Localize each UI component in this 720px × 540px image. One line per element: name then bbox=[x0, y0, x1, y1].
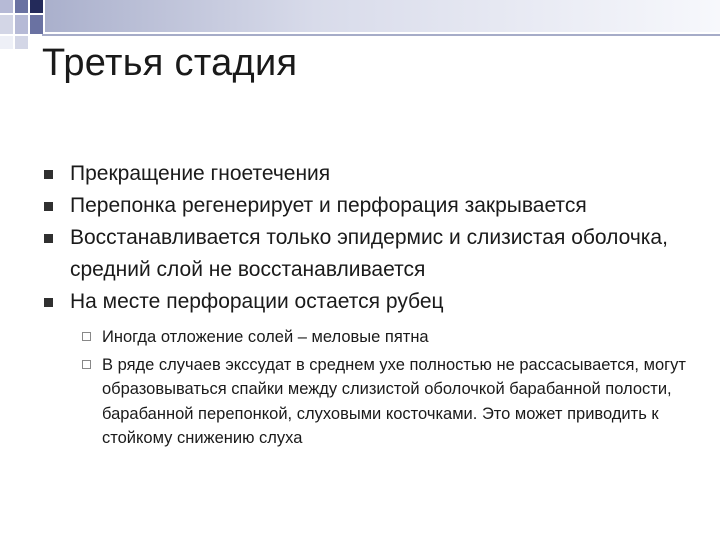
bullet-text: На месте перфорации остается рубец bbox=[70, 290, 444, 313]
bullet-item bbox=[44, 158, 694, 190]
deco-square-1 bbox=[0, 0, 13, 13]
deco-square-3 bbox=[30, 0, 43, 13]
deco-top-band bbox=[45, 0, 720, 32]
sub-bullet-item bbox=[68, 353, 694, 451]
bullet-item bbox=[44, 222, 694, 286]
deco-square-8 bbox=[15, 36, 28, 49]
sub-bullet-item bbox=[68, 325, 694, 350]
bullet-text: Восстанавливается только эпидермис и слизистая оболочка, средний слой не восстанавливается bbox=[70, 226, 668, 281]
square-bullet-icon bbox=[44, 234, 53, 243]
bullet-list bbox=[44, 158, 694, 451]
hollow-square-bullet-icon bbox=[82, 332, 91, 341]
header-rule bbox=[42, 34, 720, 36]
square-bullet-icon bbox=[44, 202, 53, 211]
deco-square-4 bbox=[0, 15, 13, 34]
bullet-text: Прекращение гноетечения bbox=[70, 162, 331, 185]
square-bullet-icon bbox=[44, 170, 53, 179]
bullet-item bbox=[44, 190, 694, 222]
bullet-text: Перепонка регенерирует и перфорация закрывается bbox=[70, 194, 587, 217]
deco-square-5 bbox=[15, 15, 28, 34]
deco-square-6 bbox=[30, 15, 43, 34]
sub-bullet-list bbox=[68, 325, 694, 451]
bullet-item bbox=[44, 286, 694, 451]
deco-square-2 bbox=[15, 0, 28, 13]
slide-title: Третья стадия bbox=[42, 42, 298, 84]
sub-bullet-text: Иногда отложение солей – меловые пятна bbox=[102, 328, 429, 346]
sub-bullet-text: В ряде случаев экссудат в среднем ухе полностью не рассасывается, могут образовываться спайки между слизистой оболочкой барабанной полости, барабанной перепонкой, слуховыми косточками. Это может приводить к стойкому снижению слуха bbox=[102, 355, 686, 447]
square-bullet-icon bbox=[44, 298, 53, 307]
slide-content bbox=[44, 158, 694, 454]
hollow-square-bullet-icon bbox=[82, 360, 91, 369]
deco-square-7 bbox=[0, 36, 13, 49]
